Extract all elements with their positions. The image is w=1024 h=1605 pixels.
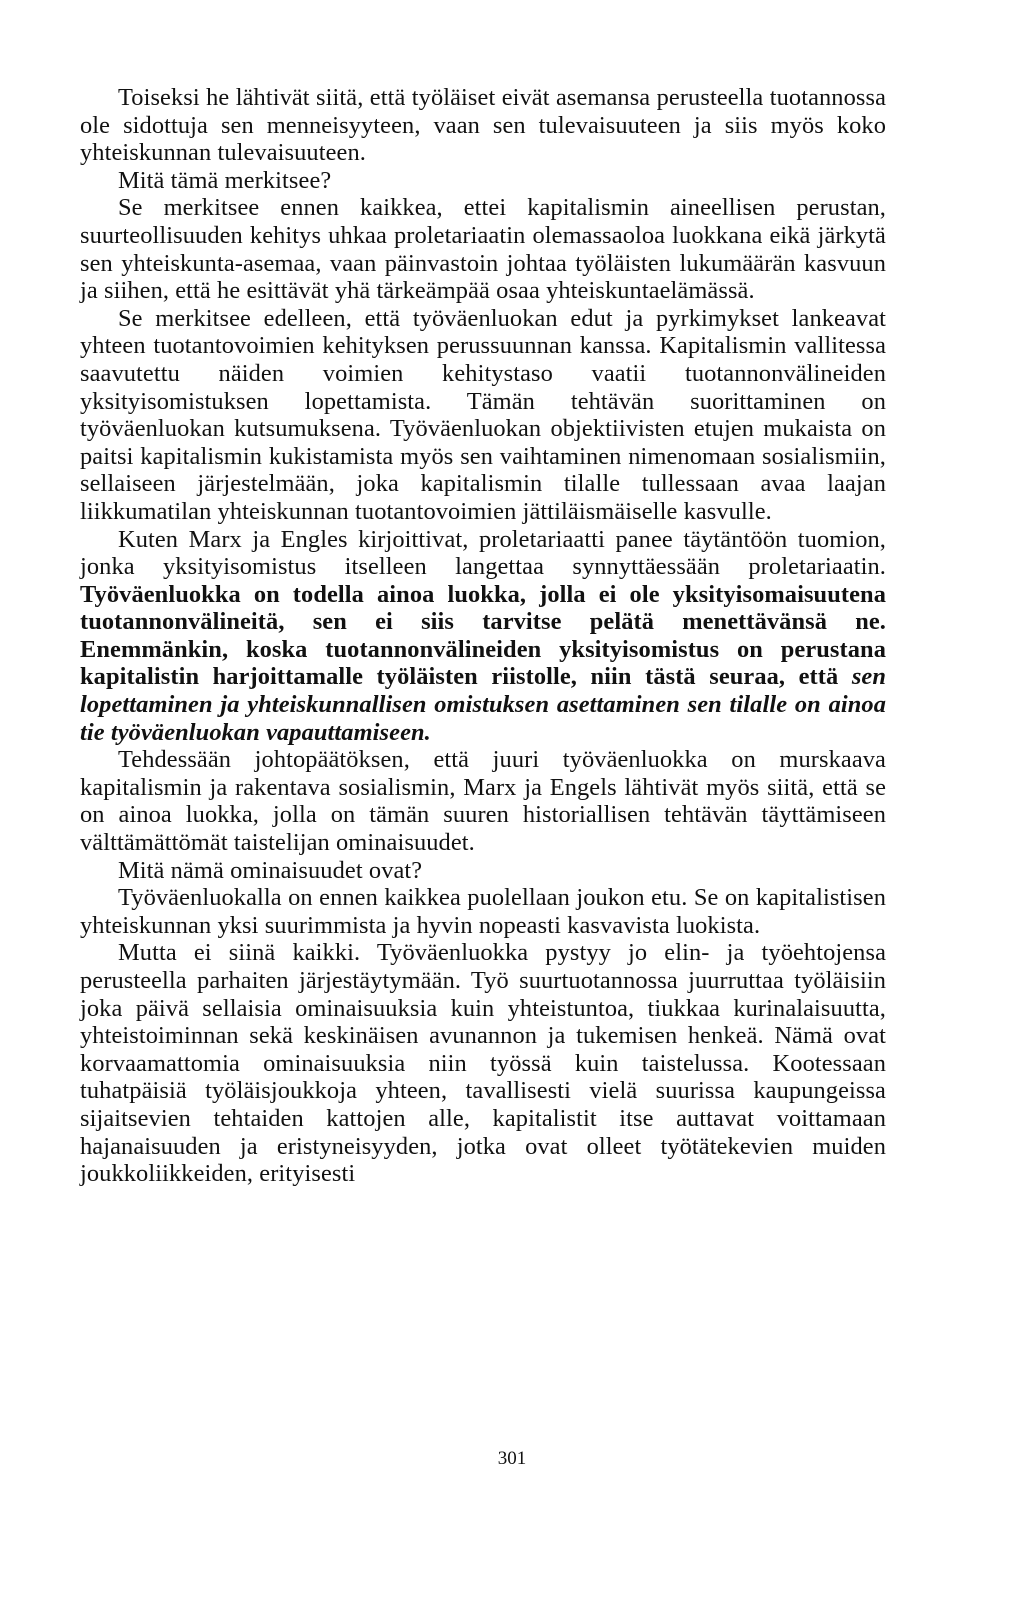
- bold-italic-text-run: sen lopettaminen ja yhteiskunnallisen omistuksen asettaminen sen tilalle on ainoa tie työväenluokan vapauttamiseen.: [80, 663, 886, 746]
- text-run: Se merkitsee edelleen, että työväenluokan edut ja pyrkimykset lankeavat yhteen tuotantovoimien kehityksen perussuunnan kanssa. Kapitalismin vallitessa saavutettu näiden voimien kehitystaso vaatii tuotannonvälineiden yksityisomistuksen lopettamista. Tämän tehtävän suorittaminen on työväenluokan kutsumuksena. Työväenluokan objektiivisten etujen mukaista on paitsi kapitalismin kukistamista myös sen vaihtaminen nimenomaan sosialismiin, sellaiseen järjestelmään, joka kapitalismin tilalle tullessaan avaa laajan liikkumatilan yhteiskunnan tuotantovoimien jättiläismäiselle kasvulle.: [80, 304, 886, 525]
- text-run: Työväenluokalla on ennen kaikkea puolellaan joukon etu. Se on kapitalistisen yhteiskunnan yksi suurimmista ja hyvin nopeasti kasvavista luokista.: [80, 884, 886, 939]
- text-run: Mitä nämä ominaisuudet ovat?: [118, 856, 423, 884]
- paragraph-2: [80, 167, 886, 195]
- paragraph-6: [80, 746, 886, 856]
- page-number: 301: [497, 1448, 527, 1469]
- text-run: Mutta ei siinä kaikki. Työväenluokka pystyy jo elin- ja työehtojensa perusteella parhaiten järjestäytymään. Työ suurtuotannossa juurruttaa työläisiin joka päivä sellaisia ominaisuuksia kuin yhteistuntoa, tiukkaa kurinalaisuutta, yhteistoiminnan sekä keskinäisen avunannon ja tukemisen henkeä. Nämä ovat korvaamattomia ominaisuuksia niin työssä kuin taistelussa. Kootessaan tuhatpäisiä työläisjoukkoja yhteen, tavallisesti vielä suurissa kaupungeissa sijaitsevien tehtaiden kattojen alle, kapitalistit itse auttavat voittamaan hajanaisuuden ja eristyneisyyden, jotka ovat olleet työtätekevien muiden joukkoliikkeiden, erityisesti: [80, 939, 886, 1188]
- paragraph-9: [80, 939, 886, 1187]
- text-run: Mitä tämä merkitsee?: [118, 166, 332, 194]
- paragraph-3: [80, 194, 886, 304]
- body-text: [80, 84, 886, 1188]
- paragraph-8: [80, 884, 886, 939]
- paragraph-7: [80, 857, 886, 885]
- text-run: Tehdessään johtopäätöksen, että juuri työväenluokka on murskaava kapitalismin ja rakentava sosialismin, Marx ja Engels lähtivät myös siitä, että se on ainoa luokka, jolla on tämän suuren historiallisen tehtävän täyttämiseen välttämättömät taistelijan ominaisuudet.: [80, 746, 886, 857]
- bold-text-run: Työväenluokka on todella ainoa luokka, jolla ei ole yksityisomaisuutena tuotannonvälineitä, sen ei siis tarvitse pelätä menettävänsä ne. Enemmänkin, koska tuotannonvälineiden yksityisomistus on perustana kapitalistin harjoittamalle työläisten riistolle, niin tästä seuraa, että: [80, 580, 886, 691]
- text-run: Toiseksi he lähtivät siitä, että työläiset eivät asemansa perusteella tuotannossa ole sidottuja sen menneisyyteen, vaan sen tulevaisuuteen ja siis myös koko yhteiskunnan tulevaisuuteen.: [80, 84, 886, 167]
- paragraph-1: [80, 84, 886, 167]
- paragraph-4: [80, 305, 886, 526]
- text-run: Kuten Marx ja Engles kirjoittivat, proletariaatti panee täytäntöön tuomion, jonka yksityisomistus itselleen langettaa synnyttäessään proletariaatin.: [80, 525, 886, 581]
- text-run: Se merkitsee ennen kaikkea, ettei kapitalismin aineellisen perustan, suurteollisuuden kehitys uhkaa proletariaatin olemassaoloa luokkana eikä järkytä sen yhteiskunta-asemaa, vaan päinvastoin johtaa työläisten lukumäärän kasvuun ja siihen, että he esittävät yhä tärkeämpää osaa yhteiskuntaelämässä.: [80, 194, 886, 305]
- paragraph-5: [80, 526, 886, 747]
